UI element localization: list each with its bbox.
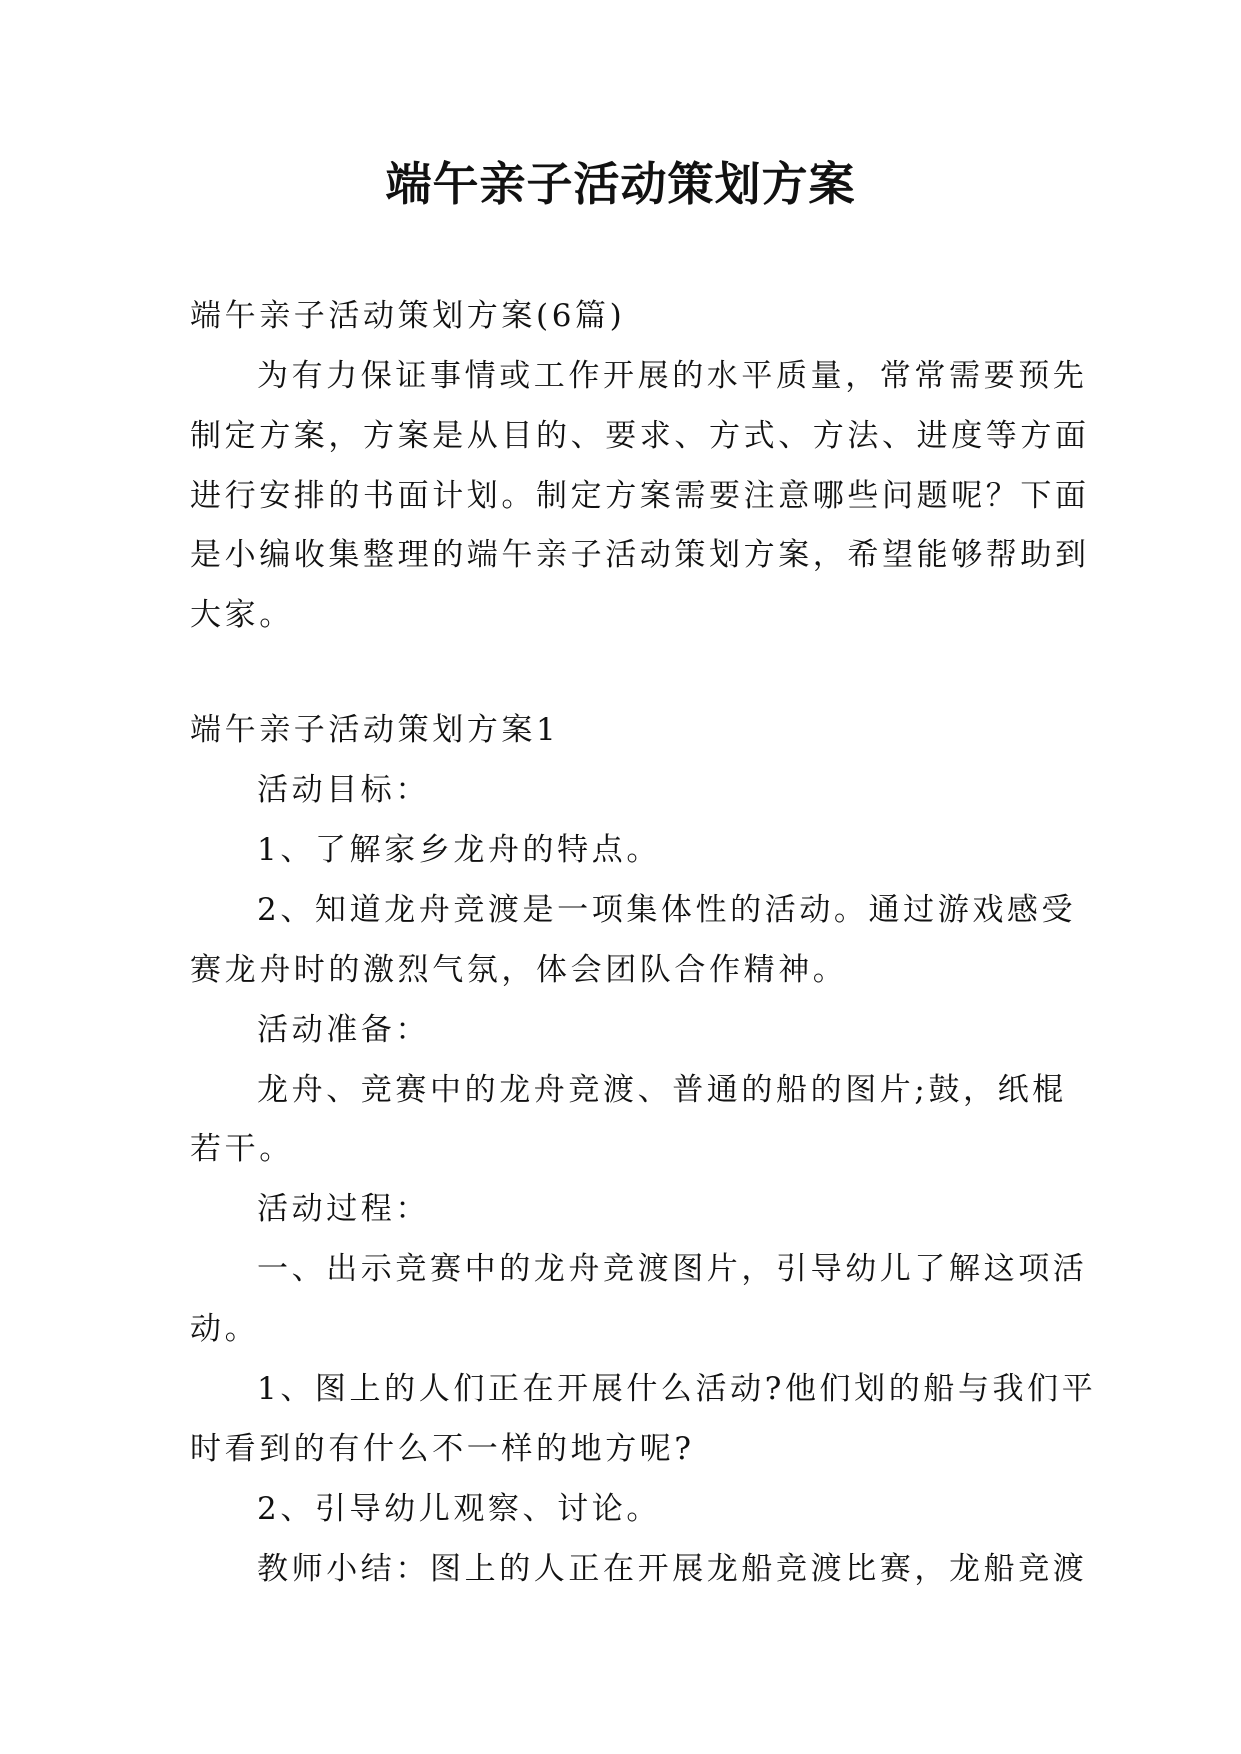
paragraph-line: 赛龙舟时的激烈气氛，体会团队合作精神。 [190, 952, 848, 988]
paragraph-line: 动。 [190, 1311, 260, 1347]
paragraph-line: 活动准备： [257, 1012, 430, 1048]
paragraph-line: 1、图上的人们正在开展什么活动?他们划的船与我们平 [257, 1371, 1097, 1407]
section-heading: 端午亲子活动策划方案1 [190, 712, 560, 748]
document-title: 端午亲子活动策划方案 [385, 157, 856, 211]
paragraph-line: 若干。 [190, 1131, 294, 1167]
paragraph-line: 1、了解家乡龙舟的特点。 [257, 832, 661, 868]
paragraph-line: 一、出示竞赛中的龙舟竞渡图片，引导幼儿了解这项活 [257, 1251, 1088, 1287]
paragraph-line: 为有力保证事情或工作开展的水平质量，常常需要预先 [257, 358, 1088, 394]
paragraph-line: 2、引导幼儿观察、讨论。 [257, 1491, 661, 1527]
paragraph-line: 活动目标： [257, 772, 430, 808]
paragraph-line: 教师小结：图上的人正在开展龙船竞渡比赛，龙船竞渡 [257, 1551, 1088, 1587]
paragraph-line: 大家。 [190, 597, 294, 633]
paragraph-line: 活动过程： [257, 1191, 430, 1227]
paragraph-line: 2、知道龙舟竞渡是一项集体性的活动。通过游戏感受 [257, 892, 1077, 928]
paragraph-line: 龙舟、竞赛中的龙舟竞渡、普通的船的图片;鼓，纸棍 [257, 1072, 1067, 1108]
paragraph-line: 时看到的有什么不一样的地方呢? [190, 1431, 695, 1467]
subtitle-line: 端午亲子活动策划方案(6篇) [190, 298, 626, 334]
paragraph-line: 制定方案，方案是从目的、要求、方式、方法、进度等方面 [190, 418, 1090, 454]
paragraph-line: 进行安排的书面计划。制定方案需要注意哪些问题呢？下面 [190, 478, 1090, 514]
paragraph-line: 是小编收集整理的端午亲子活动策划方案，希望能够帮助到 [190, 537, 1090, 573]
